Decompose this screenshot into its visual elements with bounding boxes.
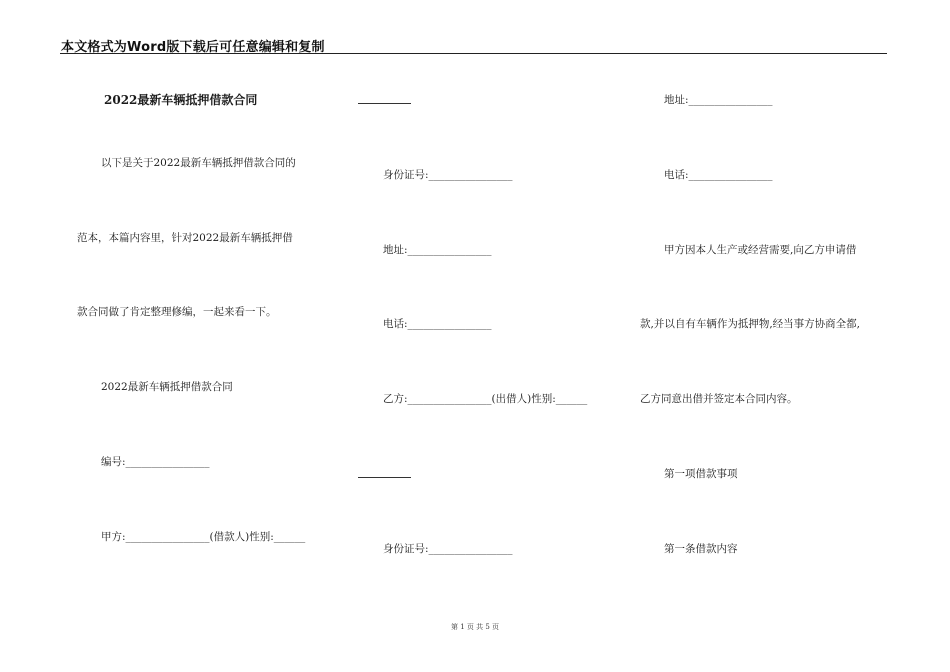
party-b-phone-field: 电话:________________ — [664, 169, 773, 181]
party-a-phone-field: 电话:________________ — [383, 318, 492, 330]
page-number: 第 1 页 共 5 页 — [450, 623, 500, 631]
intro-line-3: 款合同做了肯定整理修编，一起来看一下。 — [77, 306, 277, 318]
contract-subtitle: 2022最新车辆抵押借款合同 — [101, 381, 233, 393]
purpose-line-1: 甲方因本人生产或经营需要,向乙方申请借 — [664, 244, 857, 256]
purpose-line-3: 乙方同意出借并签定本合同内容。 — [640, 393, 798, 405]
contract-title: 2022最新车辆抵押借款合同 — [104, 93, 258, 107]
document-header-title: 本文格式为Word版下载后可任意编辑和复制 — [61, 40, 325, 55]
party-b-id-field: 身份证号:________________ — [383, 543, 513, 555]
intro-line-2: 范本，本篇内容里，针对2022最新车辆抵押借 — [77, 232, 293, 244]
continuation-blank-line-2 — [358, 477, 411, 478]
article-heading-1: 第一条借款内容 — [664, 543, 738, 555]
party-a-address-field: 地址:________________ — [383, 244, 492, 256]
continuation-blank-line-1 — [358, 103, 411, 104]
contract-number-field: 编号:________________ — [101, 456, 210, 468]
party-a-id-field: 身份证号:________________ — [383, 169, 513, 181]
party-b-address-field: 地址:________________ — [664, 94, 773, 106]
purpose-line-2: 款,并以自有车辆作为抵押物,经当事方协商全都, — [640, 318, 861, 330]
section-heading-1: 第一项借款事项 — [664, 468, 738, 480]
party-a-field: 甲方:________________(借款人)性别:______ — [101, 531, 306, 543]
party-b-field: 乙方:________________(出借人)性别:______ — [383, 393, 588, 405]
header-divider — [60, 53, 887, 54]
intro-line-1: 以下是关于2022最新车辆抵押借款合同的 — [101, 157, 296, 169]
